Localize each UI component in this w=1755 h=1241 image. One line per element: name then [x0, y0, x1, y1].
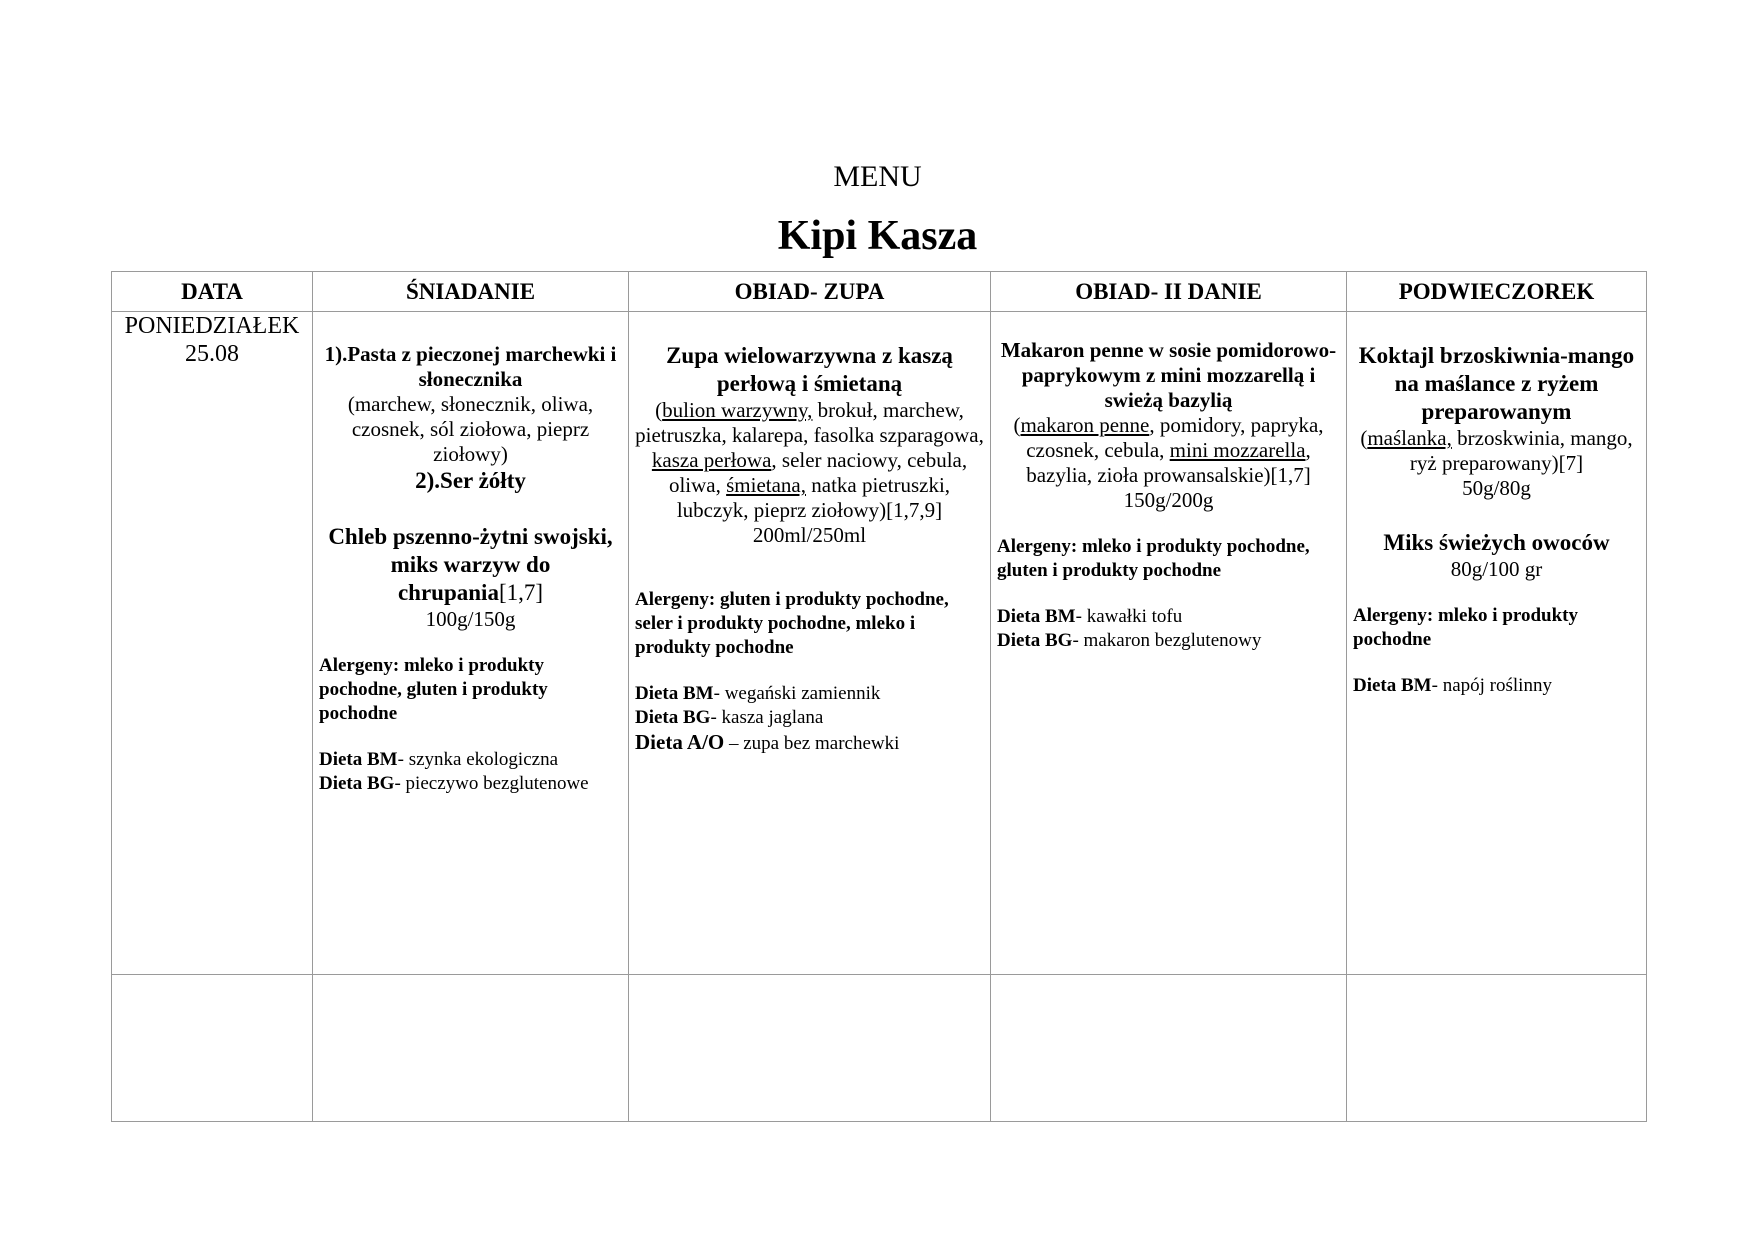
snack-ing-underlined-1: maślanka,	[1367, 426, 1452, 450]
date-cell	[112, 312, 313, 975]
snack-diet-bm-text: - napój roślinny	[1431, 675, 1552, 696]
day-date: 25.08	[185, 341, 239, 367]
column-header-snack: PODWIECZOREK	[1347, 272, 1647, 312]
soup-diet-bm-text: - wegański zamiennik	[713, 683, 881, 704]
soup-ing-text-1: brokuł, marchew, pietruszka, kalarepa, fasolka szparagowa,	[635, 398, 984, 447]
snack-title: Koktajl brzoskiwnia-mango na maślance z ryżem preparowanym	[1358, 343, 1635, 424]
breakfast-portion: 100g/150g	[425, 607, 516, 631]
empty-cell	[1347, 974, 1647, 1121]
main-diet-bg-text: - makaron bezglutenowy	[1072, 630, 1262, 651]
main-diet-bg-label: Dieta BG	[997, 630, 1073, 651]
soup-diet-bg-text: - kasza jaglana	[710, 707, 824, 728]
breakfast-item1-ingredients: (marchew, słonecznik, oliwa, czosnek, sól ziołowa, pieprz ziołowy)	[347, 392, 594, 466]
soup-diet-ao-text: – zupa bez marchewki	[724, 733, 900, 754]
breakfast-diet-bg-label: Dieta BG	[319, 773, 395, 794]
main-course-portion: 150g/200g	[1123, 488, 1214, 512]
breakfast-diet-bm-text: - szynka ekologiczna	[397, 749, 559, 770]
main-course-title: Makaron penne w sosie pomidorowo-paprykowym z mini mozzarellą i swieżą bazylią	[1000, 338, 1337, 412]
table-row	[112, 974, 1647, 1121]
soup-ing-underlined-2: kasza perłowa	[651, 448, 772, 472]
snack-diet-bm-label: Dieta BM	[1353, 675, 1432, 696]
column-header-main-course: OBIAD- II DANIE	[991, 272, 1347, 312]
breakfast-allergens: Alergeny: mleko i produkty pochodne, gluten i produkty pochodne	[319, 655, 548, 724]
soup-ing-text-3: natka pietruszki, lubczyk, pieprz ziołowy)[1,7,9]	[676, 473, 951, 522]
main-ing-underlined-2: mini mozzarella	[1169, 438, 1306, 462]
soup-diet-ao-label: Dieta A/O	[635, 730, 725, 754]
main-ing-open: (	[1013, 413, 1021, 437]
day-name: PONIEDZIAŁEK	[124, 313, 300, 339]
soup-diet-bg-label: Dieta BG	[635, 707, 711, 728]
soup-ing-text-2: , seler naciowy, cebula, oliwa,	[668, 448, 968, 497]
empty-cell	[313, 974, 629, 1121]
soup-ing-underlined-1: bulion warzywny,	[662, 398, 813, 422]
menu-label: MENU	[833, 160, 922, 193]
main-course-ingredients	[997, 413, 1340, 488]
snack-ingredients	[1353, 426, 1640, 476]
soup-ing-open: (	[655, 398, 663, 422]
breakfast-diet-bm-label: Dieta BM	[319, 749, 398, 770]
breakfast-diet-bg-text: - pieczywo bezglutenowe	[394, 773, 589, 794]
main-course-allergens: Alergeny: mleko i produkty pochodne, gluten i produkty pochodne	[997, 536, 1310, 581]
main-ing-text-1: , pomidory, papryka, czosnek, cebula,	[1026, 413, 1324, 462]
empty-cell	[112, 974, 313, 1121]
table-header-row	[112, 272, 1647, 312]
soup-allergens: Alergeny: gluten i produkty pochodne, seler i produkty pochodne, mleko i produkty pochodne	[635, 589, 949, 658]
main-ing-text-2: , bazylia, zioła prowansalskie)[1,7]	[1026, 438, 1311, 487]
breakfast-bread-title: Chleb pszenno-żytni swojski, miks warzyw do chrupania	[328, 524, 613, 605]
column-header-breakfast: ŚNIADANIE	[313, 272, 629, 312]
soup-portion: 200ml/250ml	[752, 523, 867, 547]
menu-table	[111, 271, 1647, 1122]
soup-cell	[629, 312, 991, 975]
main-ing-underlined-1: makaron penne	[1020, 413, 1150, 437]
empty-cell	[991, 974, 1347, 1121]
breakfast-bread-allergens: [1,7]	[498, 580, 544, 605]
snack-item2-title: Miks świeżych owoców	[1383, 530, 1610, 555]
breakfast-item1-title: 1).Pasta z pieczonej marchewki i słonecznika	[324, 342, 617, 391]
column-header-date: DATA	[112, 272, 313, 312]
soup-diet-bm-label: Dieta BM	[635, 683, 714, 704]
empty-cell	[629, 974, 991, 1121]
breakfast-cell	[313, 312, 629, 975]
main-diet-bm-label: Dieta BM	[997, 606, 1076, 627]
soup-ingredients	[635, 398, 984, 523]
snack-item2-portion: 80g/100 gr	[1450, 557, 1543, 581]
snack-portion: 50g/80g	[1462, 476, 1531, 500]
breakfast-item2-title: 2).Ser żółty	[415, 468, 526, 493]
main-diet-bm-text: - kawałki tofu	[1075, 606, 1183, 627]
snack-ing-open: (	[1360, 426, 1368, 450]
snack-allergens: Alergeny: mleko i produkty pochodne	[1353, 605, 1579, 650]
soup-title: Zupa wielowarzywna z kaszą perłową i śmietaną	[666, 343, 953, 396]
main-course-cell	[991, 312, 1347, 975]
table-row	[112, 312, 1647, 975]
soup-ing-underlined-3: śmietana,	[726, 473, 806, 497]
snack-ing-text-1: brzoskwinia, mango, ryż preparowany)[7]	[1409, 426, 1633, 475]
page-title: Kipi Kasza	[777, 213, 978, 259]
column-header-soup: OBIAD- ZUPA	[629, 272, 991, 312]
snack-cell	[1347, 312, 1647, 975]
